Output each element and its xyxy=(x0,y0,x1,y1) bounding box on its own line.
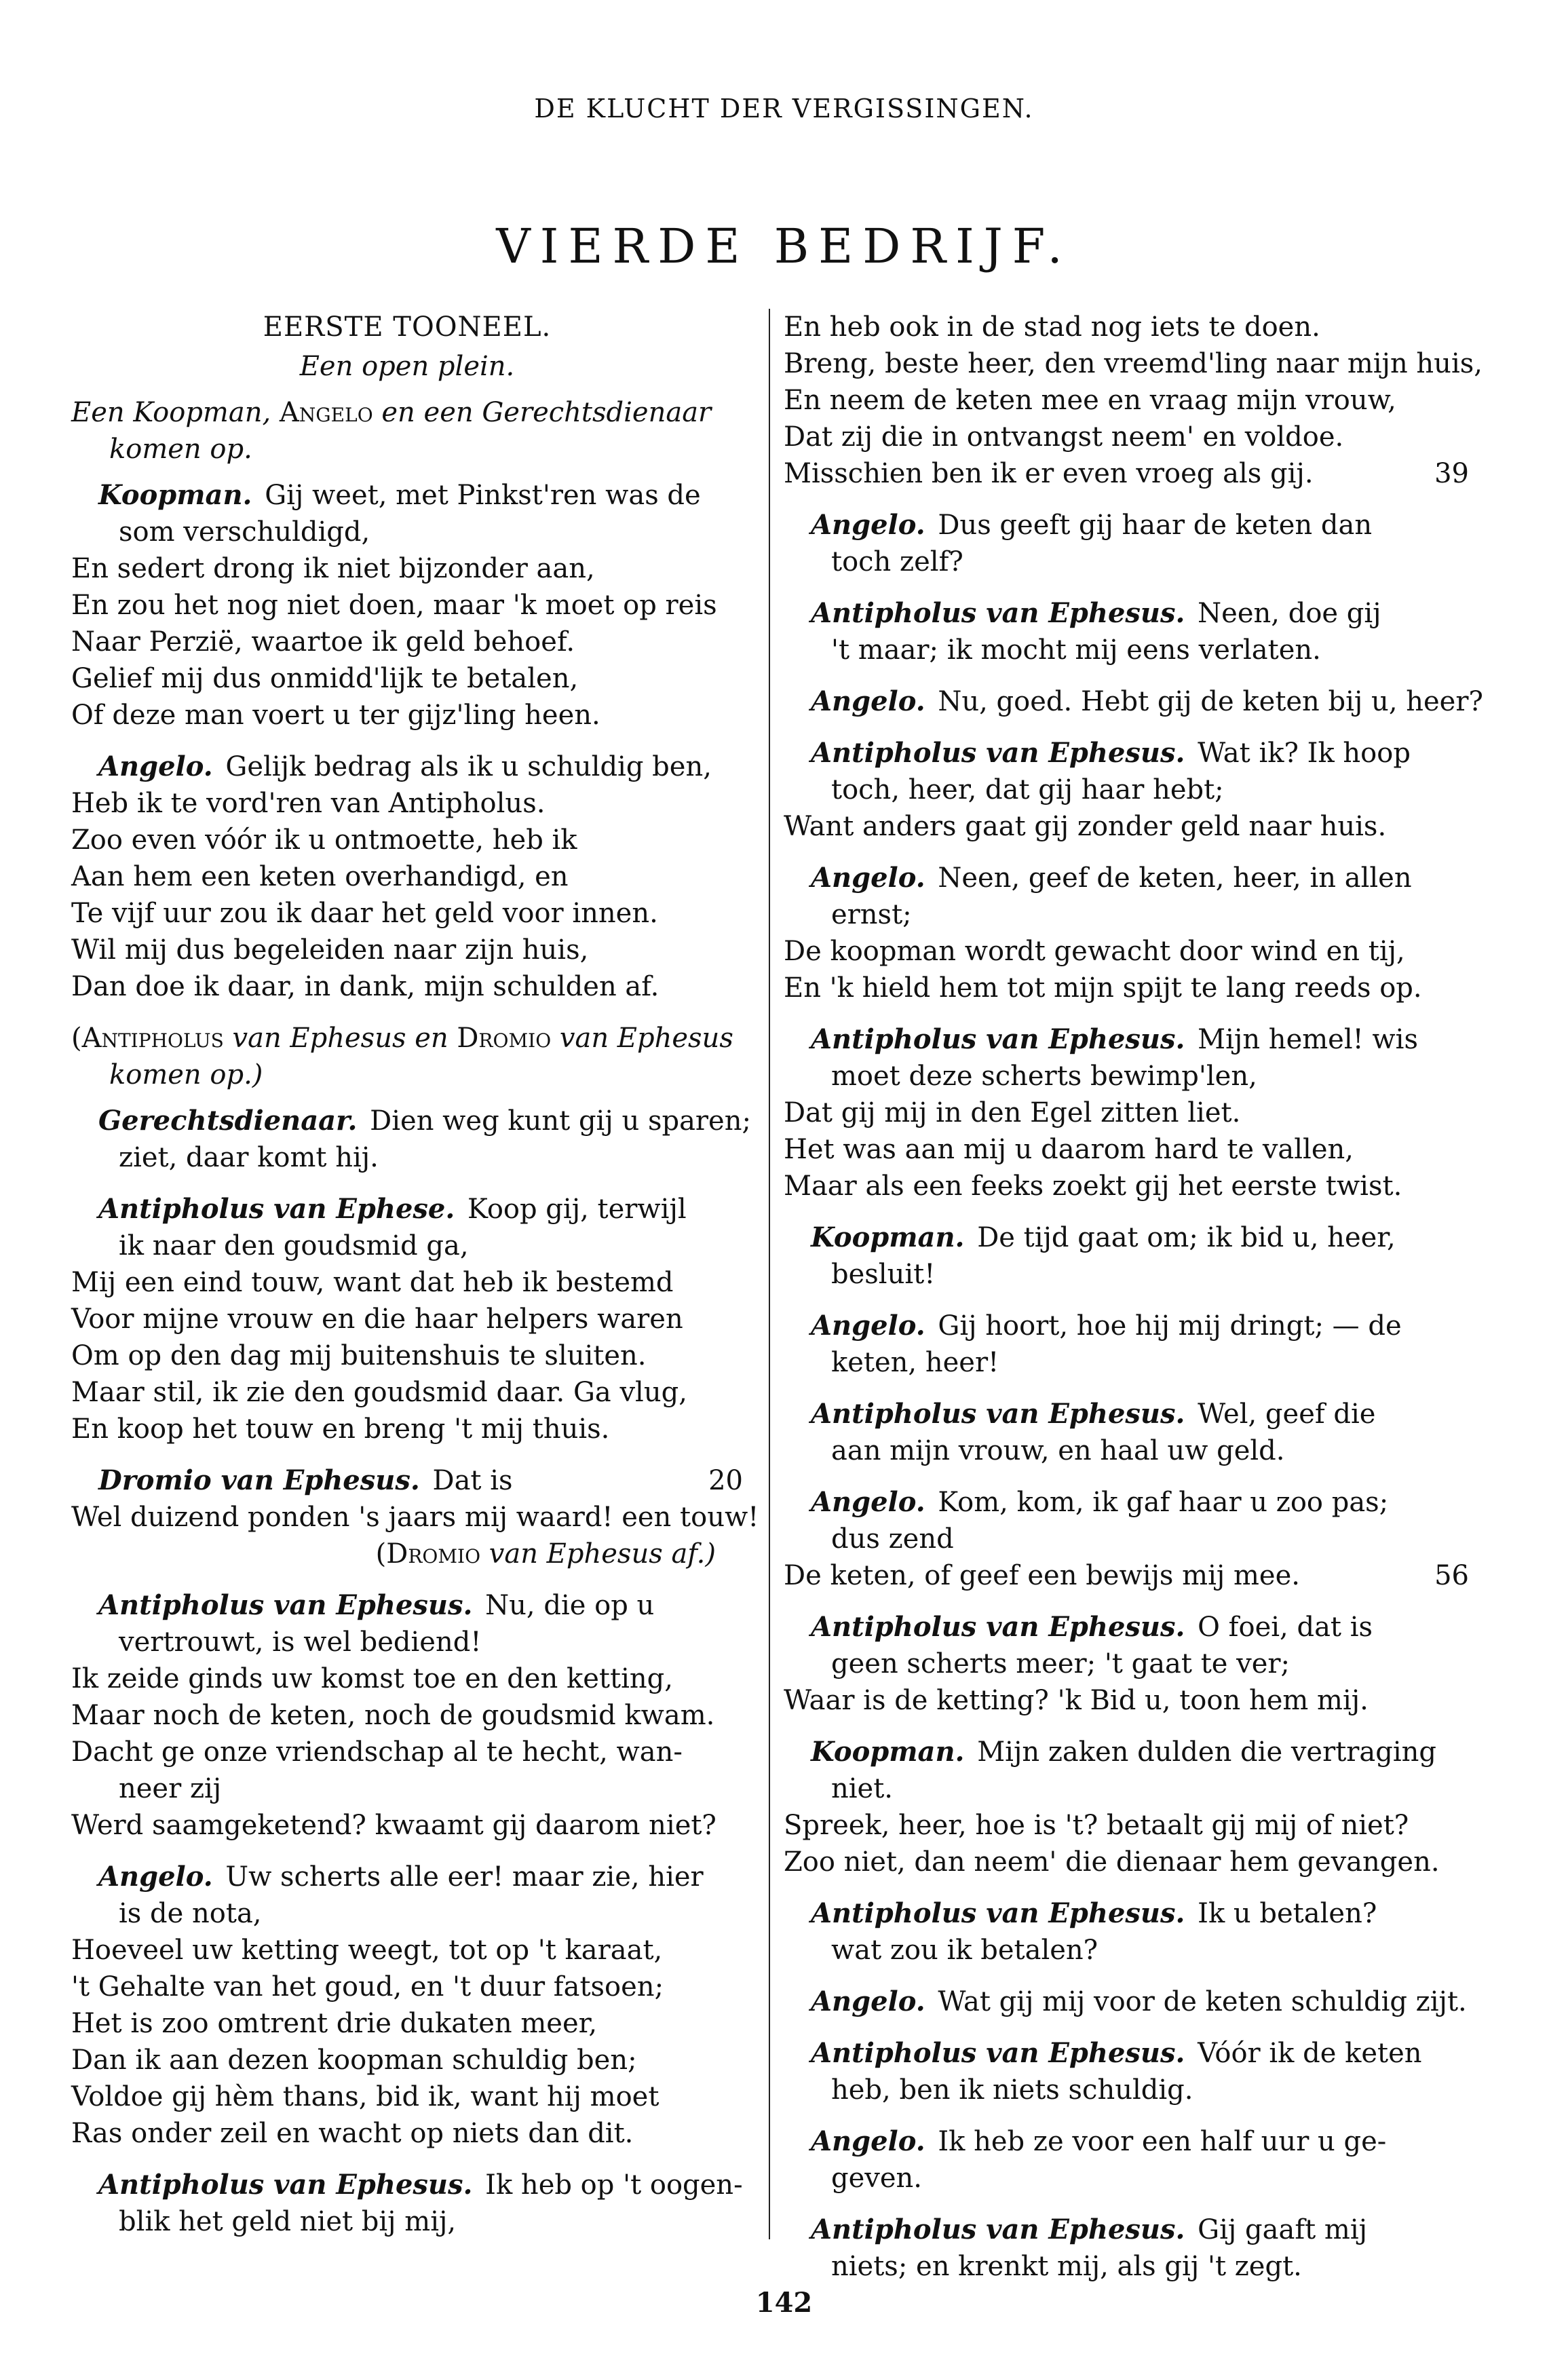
verse-line: geven. xyxy=(831,2163,923,2194)
line-text: Mijn zaken dulden die vertraging xyxy=(977,1736,1437,1768)
verse-line: De koopman wordt gewacht door wind en tij, xyxy=(784,936,1405,967)
verse-line xyxy=(71,748,743,785)
verse-line: toch, heer, dat gij haar hebt; xyxy=(831,774,1224,805)
speech-angelo-r3 xyxy=(784,683,1483,720)
line-text: Vóór ik de keten xyxy=(1198,2038,1422,2069)
verse-line: Dan doe ik daar, in dank, mijn schulden af. xyxy=(71,971,659,1002)
stage-name: (Antipholus xyxy=(71,1023,224,1054)
speech-continuation xyxy=(784,309,1483,492)
verse-line: Waar is de ketting? 'k Bid u, toon hem mij. xyxy=(784,1685,1369,1716)
verse-line: Hoeveel uw ketting weegt, tot op 't karaat, xyxy=(71,1935,663,1966)
speech-antipholus-r9 xyxy=(784,1396,1469,1469)
verse-line: Want anders gaat gij zonder geld naar huis. xyxy=(784,811,1387,842)
stage-text: van Ephesus komen op.) xyxy=(109,1023,733,1090)
verse-line xyxy=(71,2167,743,2203)
verse-line xyxy=(784,1557,1469,1594)
verse-line: geen scherts meer; 't gaat te ver; xyxy=(831,1648,1290,1679)
speech-antipholus-2 xyxy=(71,1587,743,1844)
verse-line: Aan hem een keten overhandigd, en xyxy=(71,861,569,892)
verse-line: 't maar; ik mocht mij eens verlaten. xyxy=(831,634,1321,666)
column-divider xyxy=(769,309,770,2239)
verse-line: Dan ik aan dezen koopman schuldig ben; xyxy=(71,2045,637,2076)
speech-angelo-2 xyxy=(71,1859,743,2152)
speaker-name: Antipholus van Ephesus. xyxy=(811,1897,1185,1929)
speaker-name: Angelo. xyxy=(98,751,213,782)
verse-line: blik het geld niet bij mij, xyxy=(119,2206,457,2237)
line-text: Gelijk bedrag als ik u schuldig ben, xyxy=(225,751,712,782)
line-text: Neen, doe gij xyxy=(1198,598,1381,629)
line-text: Gij gaaft mij xyxy=(1198,2214,1368,2245)
speech-koopman-r12 xyxy=(784,1734,1469,1880)
verse-line: niet. xyxy=(831,1773,894,1804)
verse-line: 't Gehalte van het goud, en 't duur fatsoen; xyxy=(71,1971,664,2002)
verse-line: heb, ben ik niets schuldig. xyxy=(831,2074,1193,2106)
line-text: Nu, die op u xyxy=(485,1590,655,1621)
line-text: Dus geeft gij haar de keten dan xyxy=(938,510,1373,541)
verse-line: Heb ik te vord'ren van Antipholus. xyxy=(71,788,546,819)
verse-line: Wel duizend ponden 's jaars mij waard! een touw! xyxy=(71,1502,759,1533)
stage-name: (Dromio xyxy=(375,1538,481,1570)
stage-text: en een Gerechtsdienaar komen op. xyxy=(109,397,712,465)
verse-line xyxy=(784,1219,1469,1256)
verse-line xyxy=(784,735,1469,772)
speech-angelo-r14 xyxy=(784,1983,1469,2020)
running-head: DE KLUCHT DER VERGISSINGEN. xyxy=(534,94,1034,124)
verse-line: moet deze scherts bewimp'len, xyxy=(831,1061,1257,1092)
speech-antipholus-r11 xyxy=(784,1609,1469,1719)
line-text: Neen, geef de keten, heer, in allen xyxy=(938,862,1412,894)
speech-antipholus-r15 xyxy=(784,2035,1469,2108)
verse-line: Om op den dag mij buitenshuis te sluiten. xyxy=(71,1340,647,1371)
verse-line: keten, heer! xyxy=(831,1347,999,1378)
verse-line: ernst; xyxy=(831,899,912,930)
verse-line: Voor mijne vrouw en die haar helpers waren xyxy=(71,1304,683,1335)
verse-line xyxy=(784,2123,1469,2160)
verse-line xyxy=(784,1734,1469,1770)
speaker-name: Antipholus van Ephesus. xyxy=(98,1589,473,1621)
line-number: 56 xyxy=(1434,1560,1469,1591)
line-number: 39 xyxy=(1434,458,1469,489)
verse-line: En 'k hield hem tot mijn spijt te lang reeds op. xyxy=(784,972,1422,1004)
speech-angelo-r5 xyxy=(784,860,1469,1006)
line-text: Dat is xyxy=(432,1465,513,1496)
verse-line: Werd saamgeketend? kwaamt gij daarom niet? xyxy=(71,1810,716,1841)
speaker-name: Antipholus van Ephesus. xyxy=(811,2214,1185,2245)
speaker-name: Gerechtsdienaar. xyxy=(98,1105,358,1137)
speaker-name: Antipholus van Ephesus. xyxy=(98,2169,473,2201)
line-text: Nu, goed. Hebt gij de keten bij u, heer? xyxy=(938,686,1483,717)
verse-line: En sedert drong ik niet bijzonder aan, xyxy=(71,553,595,584)
speech-gerechtsdienaar xyxy=(71,1103,751,1176)
stage-text: Een Koopman, xyxy=(71,397,280,428)
speaker-name: Antipholus van Ephesus. xyxy=(811,2037,1185,2069)
verse-line: ik naar den goudsmid ga, xyxy=(119,1230,469,1261)
verse-line: Wil mij dus begeleiden naar zijn huis, xyxy=(71,934,589,966)
speech-koopman-r7 xyxy=(784,1219,1469,1293)
stage-name: Angelo xyxy=(279,397,373,428)
verse-line xyxy=(784,507,1469,544)
verse-line: Of deze man voert u ter gijz'ling heen. xyxy=(71,700,600,731)
verse-line xyxy=(71,1462,743,1499)
left-column xyxy=(71,309,759,2255)
verse-line xyxy=(784,2211,1469,2248)
verse-line xyxy=(784,1983,1469,2020)
verse-line xyxy=(71,1191,743,1228)
verse-line: Gelief mij dus onmidd'lijk te betalen, xyxy=(71,663,579,694)
verse-line xyxy=(71,1103,751,1139)
speech-angelo-r8 xyxy=(784,1308,1469,1381)
scene-setting: Een open plein. xyxy=(299,351,515,382)
verse-line xyxy=(784,595,1469,632)
speech-antipholus-3 xyxy=(71,2167,743,2240)
verse-line: aan mijn vrouw, en haal uw geld. xyxy=(831,1435,1285,1466)
verse-line: Mij een eind touw, want dat heb ik bestemd xyxy=(71,1267,674,1298)
speech-angelo-r10 xyxy=(784,1484,1469,1594)
speaker-name: Angelo. xyxy=(811,509,925,541)
line-text: Gij hoort, hoe hij mij dringt; — de xyxy=(938,1310,1402,1342)
verse-line xyxy=(784,1609,1469,1646)
speech-angelo-r16 xyxy=(784,2123,1469,2197)
speech-antipholus-1 xyxy=(71,1191,743,1447)
verse-line: Naar Perzië, waartoe ik geld behoef. xyxy=(71,626,575,658)
verse-line: En neem de keten mee en vraag mijn vrouw, xyxy=(784,385,1396,416)
act-title: VIERDE BEDRIJF. xyxy=(496,219,1072,274)
speech-antipholus-r2 xyxy=(784,595,1469,668)
verse-line xyxy=(71,477,743,514)
verse-line xyxy=(784,455,1469,492)
line-text: De keten, of geef een bewijs mij mee. xyxy=(784,1560,1300,1591)
verse-line: Ik zeide ginds uw komst toe en den ketting, xyxy=(71,1663,673,1694)
verse-line: Ras onder zeil en wacht op niets dan dit. xyxy=(71,2118,634,2149)
verse-line: Het is zoo omtrent drie dukaten meer, xyxy=(71,2008,598,2039)
speech-angelo-1 xyxy=(71,748,743,1005)
stage-text: van Ephesus en xyxy=(223,1023,457,1054)
verse-line xyxy=(71,1587,743,1624)
line-text: Koop gij, terwijl xyxy=(467,1194,687,1225)
verse-line: Maar noch de keten, noch de goudsmid kwam. xyxy=(71,1700,715,1731)
line-text: De tijd gaat om; ik bid u, heer, xyxy=(977,1222,1396,1253)
verse-line xyxy=(71,1859,743,1895)
verse-line xyxy=(784,860,1469,896)
speaker-name: Angelo. xyxy=(811,862,925,894)
verse-line: som verschuldigd, xyxy=(119,516,370,548)
verse-line: ziet, daar komt hij. xyxy=(119,1142,379,1173)
verse-line: Het was aan mij u daarom hard te vallen, xyxy=(784,1134,1354,1165)
verse-line: Voldoe gij hèm thans, bid ik, want hij moet xyxy=(71,2081,659,2112)
line-text: Wat gij mij voor de keten schuldig zijt. xyxy=(938,1986,1467,2017)
verse-line: En koop het touw en breng 't mij thuis. xyxy=(71,1413,610,1445)
verse-line: Maar stil, ik zie den goudsmid daar. Ga vlug, xyxy=(71,1377,687,1408)
verse-line xyxy=(784,1895,1469,1932)
verse-line: En zou het nog niet doen, maar 'k moet op reis xyxy=(71,590,717,621)
verse-line: Spreek, heer, hoe is 't? betaalt gij mij of niet? xyxy=(784,1810,1409,1841)
speaker-name: Antipholus van Ephesus. xyxy=(811,597,1185,629)
line-text: Mijn hemel! wis xyxy=(1198,1024,1418,1055)
verse-line: toch zelf? xyxy=(831,546,963,577)
speaker-name: Koopman. xyxy=(811,1736,965,1768)
stage-direction-entrance xyxy=(71,394,743,468)
line-text: Dien weg kunt gij u sparen; xyxy=(370,1105,751,1137)
speaker-name: Angelo. xyxy=(811,1986,925,2017)
speaker-name: Antipholus van Ephesus. xyxy=(811,1398,1185,1430)
speech-koopman-1 xyxy=(71,477,743,734)
stage-text: van Ephesus af.) xyxy=(480,1538,716,1570)
line-text: Uw scherts alle eer! maar zie, hier xyxy=(225,1861,704,1893)
verse-line: is de nota, xyxy=(119,1898,262,1929)
verse-line xyxy=(784,1484,1469,1521)
line-text: Ik heb op 't oogen- xyxy=(485,2169,743,2201)
verse-line xyxy=(784,2035,1469,2072)
stage-name: Dromio xyxy=(457,1023,552,1054)
speaker-name: Angelo. xyxy=(811,2125,925,2157)
verse-line xyxy=(784,1021,1469,1058)
line-text: Ik heb ze voor een half uur u ge- xyxy=(938,2126,1387,2157)
verse-line: wat zou ik betalen? xyxy=(831,1935,1098,1966)
speech-dromio xyxy=(71,1462,759,1572)
stage-direction-enter xyxy=(71,1020,743,1093)
verse-line: Zoo even vóór ik u ontmoette, heb ik xyxy=(71,824,577,856)
line-text: Misschien ben ik er even vroeg als gij. xyxy=(784,458,1314,489)
verse-line xyxy=(784,1308,1469,1344)
speaker-name: Angelo. xyxy=(98,1861,213,1893)
speaker-name: Dromio van Ephesus. xyxy=(98,1464,420,1496)
speaker-name: Angelo. xyxy=(811,685,925,717)
speaker-name: Angelo. xyxy=(811,1486,925,1518)
speaker-name: Antipholus van Ephese. xyxy=(98,1193,455,1225)
speech-antipholus-r13 xyxy=(784,1895,1469,1969)
speaker-name: Angelo. xyxy=(811,1310,925,1342)
verse-line xyxy=(784,683,1483,720)
speech-angelo-r1 xyxy=(784,507,1469,580)
stage-direction-exit xyxy=(71,1536,743,1572)
verse-line xyxy=(784,1396,1469,1432)
line-number: 20 xyxy=(708,1465,743,1496)
line-text: Wel, geef die xyxy=(1198,1399,1376,1430)
verse-line: Dat zij die in ontvangst neem' en voldoe. xyxy=(784,421,1344,453)
verse-line: Breng, beste heer, den vreemd'ling naar mijn huis, xyxy=(784,348,1483,379)
line-text: Gij weet, met Pinkst'ren was de xyxy=(265,480,701,511)
speech-antipholus-r6 xyxy=(784,1021,1469,1204)
speaker-name: Koopman. xyxy=(811,1221,965,1253)
right-column xyxy=(784,309,1483,2300)
verse-line: vertrouwt, is wel bediend! xyxy=(119,1627,482,1658)
verse-line: niets; en krenkt mij, als gij 't zegt. xyxy=(831,2251,1302,2282)
speaker-name: Antipholus van Ephesus. xyxy=(811,737,1185,769)
speech-antipholus-r4 xyxy=(784,735,1469,845)
speaker-name: Antipholus van Ephesus. xyxy=(811,1023,1185,1055)
verse-line: Dat gij mij in den Egel zitten liet. xyxy=(784,1097,1241,1128)
verse-line: dus zend xyxy=(831,1523,954,1555)
verse-line: En heb ook in de stad nog iets te doen. xyxy=(784,311,1320,343)
speaker-name: Antipholus van Ephesus. xyxy=(811,1611,1185,1643)
speech-antipholus-r17 xyxy=(784,2211,1469,2285)
verse-line: neer zij xyxy=(119,1773,222,1804)
verse-line: Te vijf uur zou ik daar het geld voor innen. xyxy=(71,898,658,929)
line-text: O foei, dat is xyxy=(1198,1612,1373,1643)
line-text: Kom, kom, ik gaf haar u zoo pas; xyxy=(938,1487,1389,1518)
scene-title: EERSTE TOONEEL. xyxy=(263,311,552,343)
verse-line: Zoo niet, dan neem' die dienaar hem gevangen. xyxy=(784,1846,1440,1878)
verse-line: besluit! xyxy=(831,1259,936,1290)
verse-line: Maar als een feeks zoekt gij het eerste twist. xyxy=(784,1171,1402,1202)
line-text: Wat ik? Ik hoop xyxy=(1198,738,1411,769)
page-number: 142 xyxy=(755,2287,813,2319)
speaker-name: Koopman. xyxy=(98,479,252,511)
verse-line: Dacht ge onze vriendschap al te hecht, wan- xyxy=(71,1736,683,1768)
line-text: Ik u betalen? xyxy=(1198,1898,1377,1929)
